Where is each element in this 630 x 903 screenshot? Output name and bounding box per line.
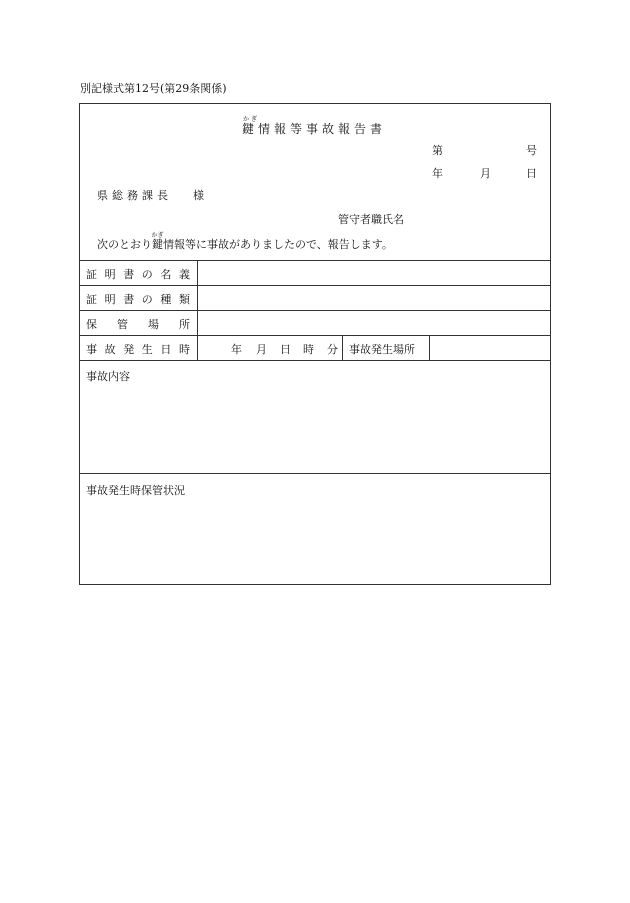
addressee: 県総務課長: [97, 189, 172, 202]
date-day-label: 日: [526, 167, 537, 180]
form-title: 鍵かぎ情報等事故報告書: [242, 116, 387, 136]
date-month-label: 月: [480, 167, 491, 180]
addressee-honorific: 様: [193, 189, 204, 202]
cert-type-field[interactable]: [198, 286, 550, 310]
incident-report-form: [79, 103, 551, 585]
number-label-go: 号: [526, 144, 537, 157]
table-rule: [80, 473, 550, 474]
dt-year-label: 年: [231, 343, 242, 356]
date-year-label: 年: [432, 167, 443, 180]
dt-hour-label: 時: [303, 343, 314, 356]
storage-status-field[interactable]: [80, 498, 550, 584]
form-caption: 別記様式第12号(第29条関係): [80, 82, 227, 95]
incident-place-label: 事故発生場所: [349, 343, 415, 356]
storage-location-label: 保 管 場 所: [86, 318, 190, 331]
incident-details-label: 事故内容: [86, 370, 130, 383]
table-rule: [80, 360, 550, 361]
dt-month-label: 月: [256, 343, 267, 356]
number-label-dai: 第: [432, 144, 443, 157]
incident-place-field[interactable]: [430, 336, 550, 360]
title-ruby: 鍵かぎ: [242, 116, 259, 136]
cert-type-label: 証 明 書 の 種 類: [86, 293, 190, 306]
incident-details-field[interactable]: [80, 384, 550, 472]
storage-status-label: 事故発生時保管状況: [86, 484, 185, 497]
dt-day-label: 日: [280, 343, 291, 356]
statement: 次のとおり鍵かぎ情報等に事故がありましたので、報告します。: [97, 232, 393, 251]
storage-location-field[interactable]: [198, 311, 550, 335]
statement-ruby: 鍵かぎ: [151, 232, 164, 251]
incident-datetime-label: 事 故 発 生 日 時: [86, 343, 190, 356]
table-column-rule: [342, 335, 343, 360]
cert-name-label: 証 明 書 の 名 義: [86, 268, 190, 281]
reporter-label: 管守者職氏名: [338, 213, 404, 226]
cert-name-field[interactable]: [198, 261, 550, 285]
dt-minute-label: 分: [327, 343, 338, 356]
